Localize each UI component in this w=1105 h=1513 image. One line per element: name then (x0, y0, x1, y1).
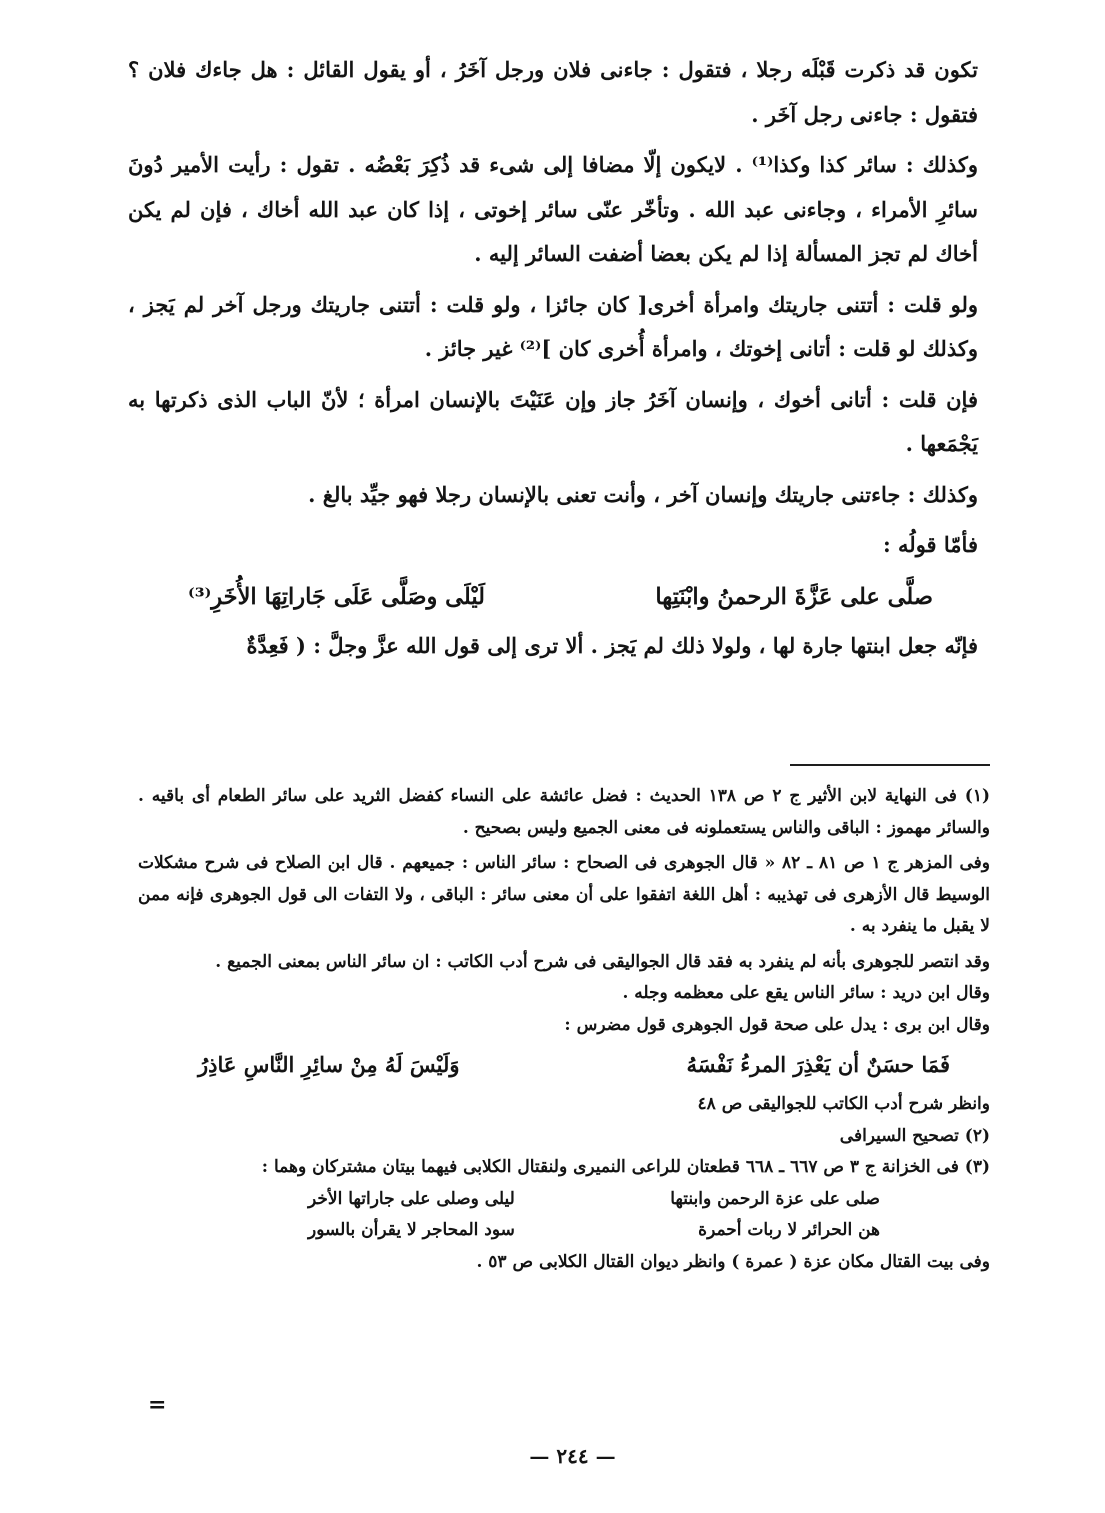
paragraph-4: فإن قلت : أتانى أخوك ، وإنسان آخَرُ جاز وإن عَنَيْتَ بالإنسان امرأة ؛ لأنّ الباب الذى ذكرتها به يَجْمَعها . (128, 386, 978, 456)
paragraph-after-verse: فإنّه جعل ابنتها جارة لها ، ولولا ذلك لم يَجز . ألا ترى إلى قول الله عزَّ وجلَّ : ( فَعِدَّةٌ (246, 632, 978, 658)
verse-hemistich-first: صلَّى على عَزَّةَ الرحمنُ وابْنَتِها (655, 583, 933, 610)
footnote-verse-second: وَلَيْسَ لَهُ مِنْ سائِرِ النَّاسِ عَاذِرُ (198, 1052, 460, 1077)
paragraph-5: وكذلك : جاءتنى جاريتك وإنسان آخر ، وأنت تعنى بالإنسان رجلا فهو جيِّد بالغ . (308, 481, 978, 507)
verse-hemistich-second: لَيْلَى وصَلَّى عَلَى جَاراتِهَا الأُخَرِ⁽³⁾ (188, 583, 486, 610)
continuation-mark: = (148, 1392, 167, 1418)
poem-hemistich: سود المحاجر لا يقرأن بالسور (308, 1220, 515, 1240)
footnotes (138, 781, 990, 1278)
paragraph-1: تكون قد ذكرت قَبْلَه رجلا ، فتقول : جاءنى فلان ورجل آخَرُ ، أو يقول القائل : هل جاءك فلان ؟ فتقول : جاءنى رجل آخَر . (128, 57, 978, 127)
footnote-1-muzhir: وفى المزهر ج ١ ص ٨١ ـ ٨٢ « قال الجوهرى فى الصحاح : سائر الناس : جميعهم . قال ابن الصلاح فى شرح مشكلات الوسيط قال الأزهرى فى تهذيبه : أهل اللغة اتفقوا على أن معنى سائر : الباقى ، ولا التفات الى قول الجوهرى فإنه ممن لا يقبل ما ينفرد به . (138, 853, 990, 936)
footnote-poem-line-1 (138, 1184, 990, 1216)
paragraph-2: وكذلك : سائر كذا وكذا⁽¹⁾ . لايكون إلّا مضافا إلى شىء قد ذُكِرَ بَعْضُه . تقول : رأيت الأمير دُونَ سائرِ الأمراء ، وجاءنى عبد الله . وتأخّر عنّى سائر إخوتى ، إذا كان عبد الله أخاك ، فإن لم يكن أخاك لم تجز المسألة إذا لم يكن بعضا أضفت السائر إليه . (128, 152, 978, 266)
paragraph-3: ولو قلت : أتتنى جاريتك وامرأة أخرى[ كان جائزا ، ولو قلت : أتتنى جاريتك ورجل آخر لم يَجز ، وكذلك لو قلت : أتانى إخوتك ، وامرأة أُخرى كان ]⁽²⁾ غير جائز . (128, 291, 978, 361)
footnote-1-ibn-durayd: وقال ابن دريد : سائر الناس يقع على معظمه وجله . (622, 983, 990, 1003)
page-number: — ٢٤٤ — (529, 1444, 616, 1468)
footnote-verse (138, 1041, 990, 1089)
poem-hemistich: صلى على عزة الرحمن وابنتها (670, 1188, 880, 1209)
footnote-1-jawaliqi: وقد انتصر للجوهرى بأنه لم ينفرد به فقد قال الجواليقى فى شرح أدب الكاتب : ان سائر الناس بمعنى الجميع . (215, 951, 990, 972)
poem-hemistich: هن الحرائر لا ربات أحمرة (698, 1220, 880, 1240)
footnote-poem-line-2 (138, 1215, 990, 1247)
footnote-1: (١) فى النهاية لابن الأثير ج ٢ ص ١٣٨ الحديث : فضل عائشة على النساء كفضل الثريد على سائر الطعام أى باقيه . والسائر مهموز : الباقى والناس يستعملونه فى معنى الجميع وليس بصحيح . (138, 786, 991, 838)
poem-hemistich: ليلى وصلى على جاراتها الأخر (308, 1188, 515, 1209)
paragraph-6: فأمّا قولُه : (882, 532, 978, 557)
footnote-verse-first: فَمَا حسَنٌ أن يَعْذِرَ المرءُ نَفْسَهُ (686, 1052, 950, 1077)
footnote-1-ibn-barri: وقال ابن برى : يدل على صحة قول الجوهرى قول مضرس : (564, 1014, 990, 1035)
footnote-3: (٣) فى الخزانة ج ٣ ص ٦٦٧ ـ ٦٦٨ قطعتان للراعى النميرى ولنقتال الكلابى فيهما بيتان مشتركان وهما : (261, 1157, 990, 1177)
footnote-3-end: وفى بيت القتال مكان عزة ( عمرة ) وانظر ديوان القتال الكلابى ص ٥٣ . (476, 1251, 990, 1272)
verse-line (128, 574, 978, 620)
footnote-1-reference: وانظر شرح أدب الكاتب للجواليقى ص ٤٨ (697, 1094, 990, 1114)
footnote-separator (790, 764, 990, 766)
footnote-2: (٢) تصحيح السيرافى (839, 1125, 990, 1146)
main-text (128, 48, 978, 674)
